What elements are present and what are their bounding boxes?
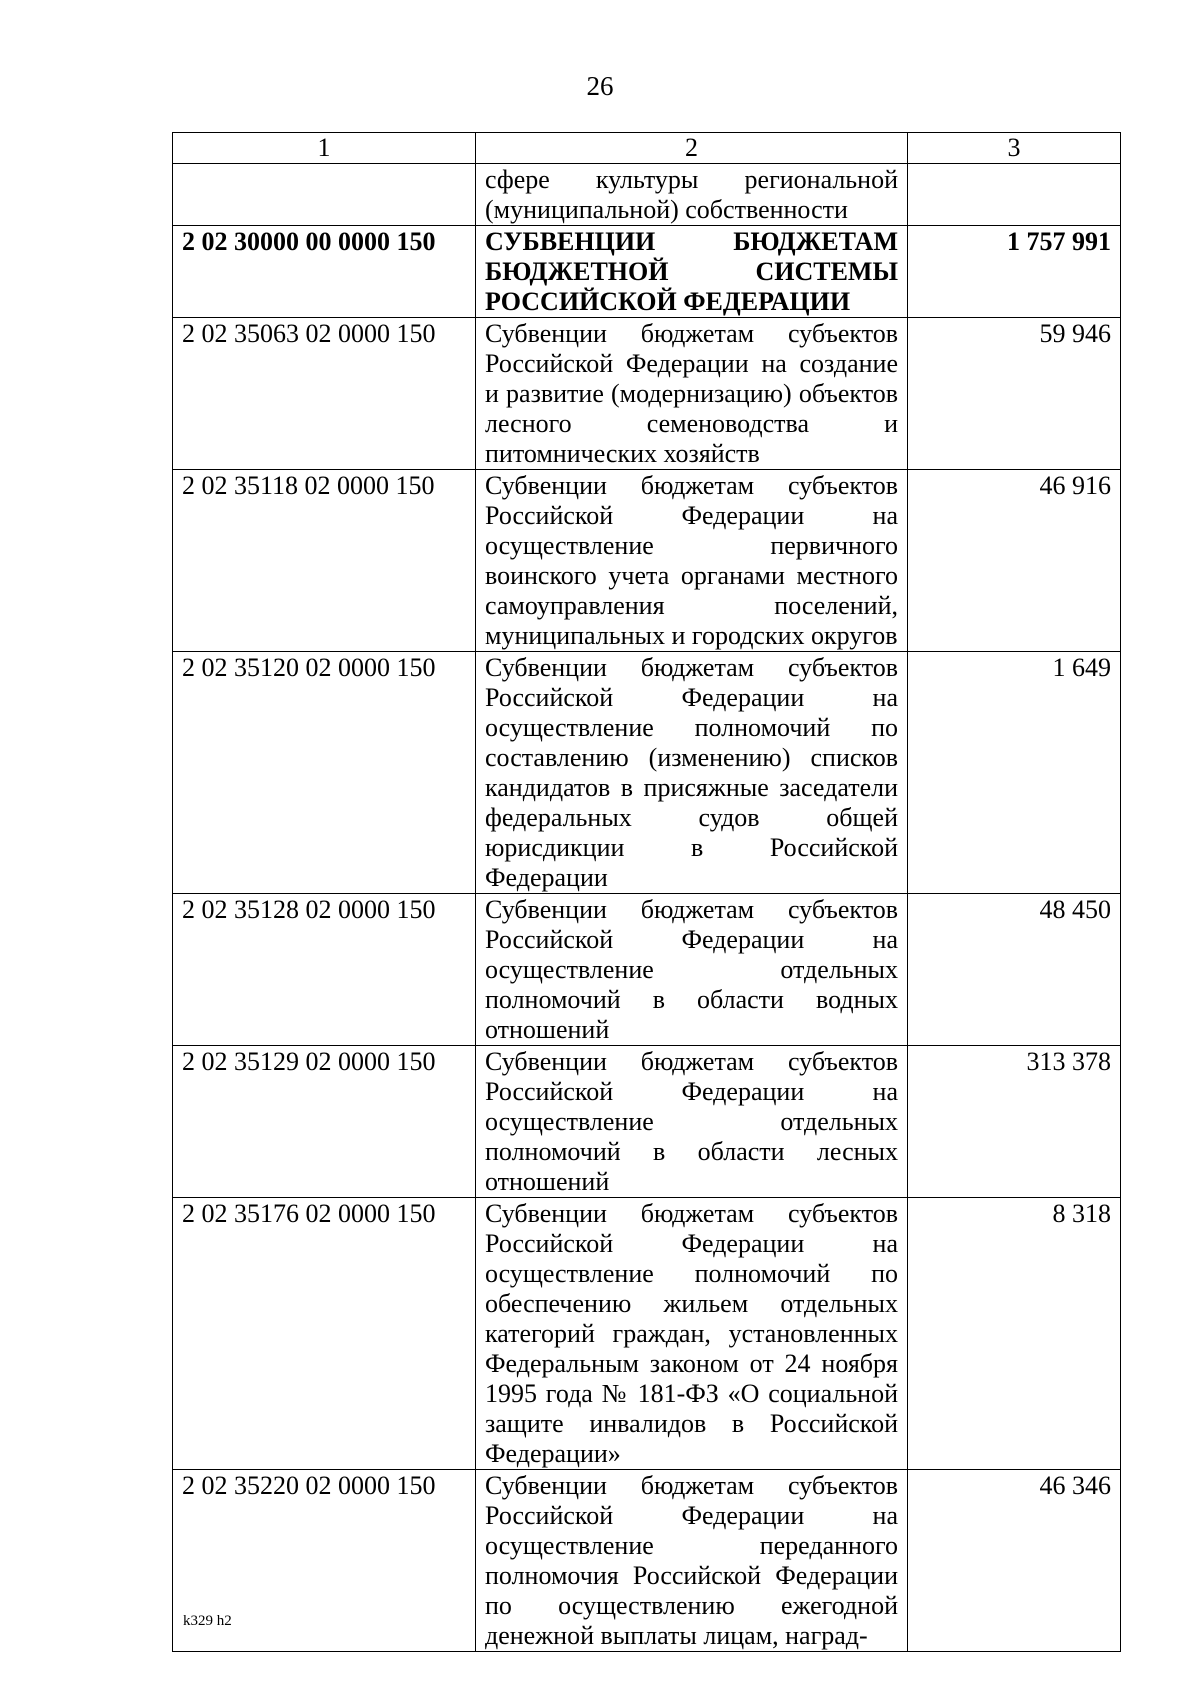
- row-description: Субвенции бюджетам субъектов Российской Федерации на создание и развитие (модернизацию) объектов лесного семеноводства и питомнических хозяйств: [476, 318, 908, 470]
- table-row: [173, 1198, 1121, 1470]
- table-row: [173, 164, 1121, 226]
- row-amount: 46 916: [908, 470, 1121, 652]
- row-code: 2 02 30000 00 0000 150: [173, 226, 476, 318]
- row-code: 2 02 35176 02 0000 150: [173, 1198, 476, 1470]
- column-header-amount: 3: [908, 133, 1121, 164]
- table-row: [173, 652, 1121, 894]
- row-amount: 1 649: [908, 652, 1121, 894]
- row-amount: 59 946: [908, 318, 1121, 470]
- row-amount: 313 378: [908, 1046, 1121, 1198]
- row-description: Субвенции бюджетам субъектов Российской Федерации на осуществление полномочий по обеспечению жильем отдельных категорий граждан, установленных Федеральным законом от 24 ноября 1995 года № 181-ФЗ «О социальной защите инвалидов в Российской Федерации»: [476, 1198, 908, 1470]
- table-row: [173, 470, 1121, 652]
- row-code: 2 02 35118 02 0000 150: [173, 470, 476, 652]
- row-code: 2 02 35129 02 0000 150: [173, 1046, 476, 1198]
- table-row: [173, 894, 1121, 1046]
- row-code: [173, 164, 476, 226]
- document-code: k329 h2: [183, 1613, 232, 1629]
- table-header-row: [173, 133, 1121, 164]
- table-row: [173, 1046, 1121, 1198]
- column-header-description: 2: [476, 133, 908, 164]
- row-code: 2 02 35120 02 0000 150: [173, 652, 476, 894]
- row-description: Субвенции бюджетам субъектов Российской Федерации на осуществление полномочий по составлению (изменению) списков кандидатов в присяжные заседатели федеральных судов общей юрисдикции в Российской Федерации: [476, 652, 908, 894]
- row-description: сфере культуры региональной (муниципальной) собственности: [476, 164, 908, 226]
- row-amount: 48 450: [908, 894, 1121, 1046]
- table-row-total: [173, 226, 1121, 318]
- budget-table: [172, 132, 1121, 1652]
- row-amount: [908, 164, 1121, 226]
- row-code: 2 02 35128 02 0000 150: [173, 894, 476, 1046]
- row-description: Субвенции бюджетам субъектов Российской Федерации на осуществление переданного полномочия Российской Федерации по осуществлению ежегодной денежной выплаты лицам, наград-: [476, 1470, 908, 1652]
- row-description: Субвенции бюджетам субъектов Российской Федерации на осуществление отдельных полномочий в области лесных отношений: [476, 1046, 908, 1198]
- row-description: Субвенции бюджетам субъектов Российской Федерации на осуществление отдельных полномочий в области водных отношений: [476, 894, 908, 1046]
- table-row: [173, 1470, 1121, 1652]
- row-code: 2 02 35063 02 0000 150: [173, 318, 476, 470]
- row-amount: 8 318: [908, 1198, 1121, 1470]
- page-number: 26: [586, 71, 614, 101]
- column-header-code: 1: [173, 133, 476, 164]
- table-row: [173, 318, 1121, 470]
- row-code: 2 02 35220 02 0000 150: [173, 1470, 476, 1652]
- row-description: СУБВЕНЦИИ БЮДЖЕТАМ БЮДЖЕТНОЙ СИСТЕМЫ РОССИЙСКОЙ ФЕДЕРАЦИИ: [476, 226, 908, 318]
- row-amount: 1 757 991: [908, 226, 1121, 318]
- row-description: Субвенции бюджетам субъектов Российской Федерации на осуществление первичного воинского учета органами местного самоуправления поселений, муниципальных и городских округов: [476, 470, 908, 652]
- row-amount: 46 346: [908, 1470, 1121, 1652]
